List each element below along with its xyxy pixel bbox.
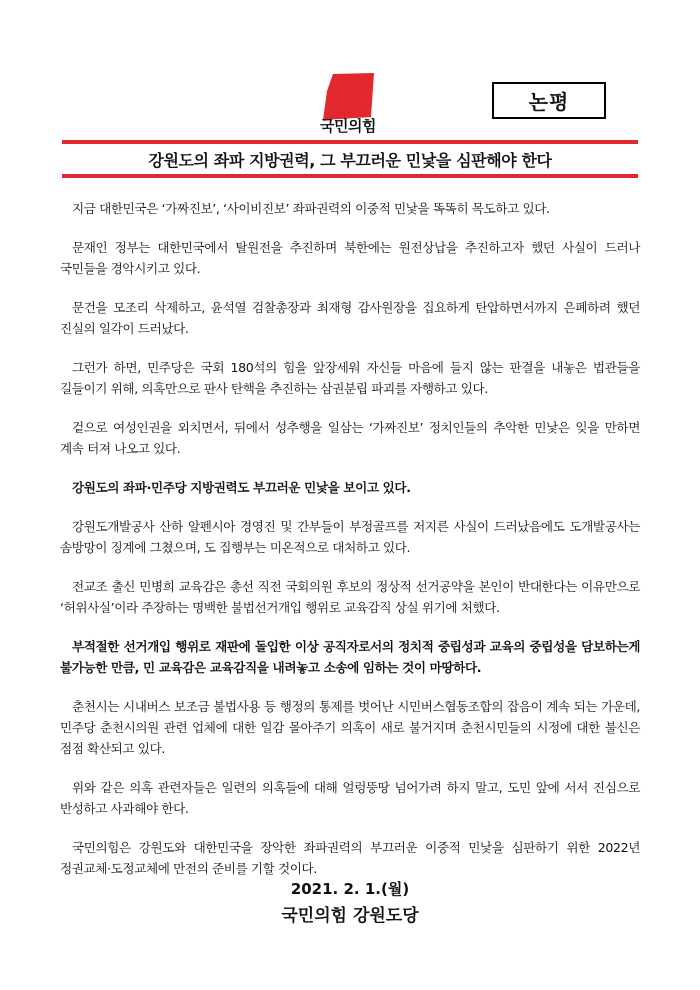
emphasis-paragraph: 부적절한 선거개입 행위로 재판에 돌입한 이상 공직자로서의 정치적 중립성과 교육의 중립성을 담보하는게 불가능한 만큼, 민 교육감은 교육감직을 내려놓고 소송에 임하는 것이 마땅하다. [60, 639, 640, 675]
paragraph: 전교조 출신 민병희 교육감은 총선 직전 국회의원 후보의 정상적 선거공약을 본인이 반대한다는 이유만으로 ‘허위사실’이라 주장하는 명백한 불법선거개입 행위로 교육감직 상실 위기에 처했다. [60, 579, 640, 615]
emphasis-paragraph: 강원도의 좌파·민주당 지방권력도 부끄러운 민낯을 보이고 있다. [72, 480, 411, 495]
category-label: 논평 [492, 82, 606, 119]
paragraph: 강원도개발공사 산하 알펜시아 경영진 및 간부들이 부정골프를 저지른 사실이 드러났음에도 도개발공사는 솜방망이 징계에 그쳤으며, 도 집행부는 미온적으로 대처하고 있다. [60, 519, 640, 555]
party-logo-text: 국민의힘 [320, 117, 376, 135]
paragraph: 겉으로 여성인권을 외치면서, 뒤에서 성추행을 일삼는 ‘가짜진보’ 정치인들의 추악한 민낯은 잊을 만하면 계속 터져 나오고 있다. [60, 420, 640, 456]
paragraph: 위와 같은 의혹 관련자들은 일련의 의혹들에 대해 얼렁뚱땅 넘어가려 하지 말고, 도민 앞에 서서 진심으로 반성하고 사과해야 한다. [60, 780, 640, 816]
paragraph: 그런가 하면, 민주당은 국회 180석의 힘을 앞장세워 자신들 마음에 들지 않는 판결을 내놓은 법관들을 길들이기 위해, 의혹만으로 판사 탄핵을 추진하는 삼권분립 파괴를 자행하고 있다. [60, 360, 640, 396]
statement-body [60, 198, 640, 897]
paragraph: 춘천시는 시내버스 보조금 불법사용 등 행정의 통제를 벗어난 시민버스협동조합의 잡음이 계속 되는 가운데, 민주당 춘천시의원 관련 업체에 대한 일감 몰아주기 의혹이 새로 불거지며 춘천시민들의 시정에 대한 불신은 점점 확산되고 있다. [60, 699, 640, 756]
statement-date: 2021. 2. 1.(월) [290, 880, 410, 898]
issuing-organization: 국민의힘 강원도당 [281, 906, 419, 926]
title-bar [62, 140, 638, 178]
paragraph: 문건을 모조리 삭제하고, 윤석열 검찰총장과 최재형 감사원장을 집요하게 탄압하면서까지 은폐하려 했던 진실의 일각이 드러났다. [60, 300, 640, 336]
party-logo-icon [323, 73, 375, 121]
paragraph: 문재인 정부는 대한민국에서 탈원전을 추진하며 북한에는 원전상납을 추진하고자 했던 사실이 드러나 국민들을 경악시키고 있다. [60, 240, 640, 276]
paragraph: 국민의힘은 강원도와 대한민국을 장악한 좌파권력의 부끄러운 이중적 민낯을 심판하기 위한 2022년 정권교체·도정교체에 만전의 준비를 기할 것이다. [60, 840, 640, 876]
page-title: 강원도의 좌파 지방권력, 그 부끄러운 민낯을 심판해야 한다 [148, 150, 552, 170]
paragraph: 지금 대한민국은 ‘가짜진보’, ‘사이비진보’ 좌파권력의 이중적 민낯을 똑똑히 목도하고 있다. [72, 201, 550, 216]
